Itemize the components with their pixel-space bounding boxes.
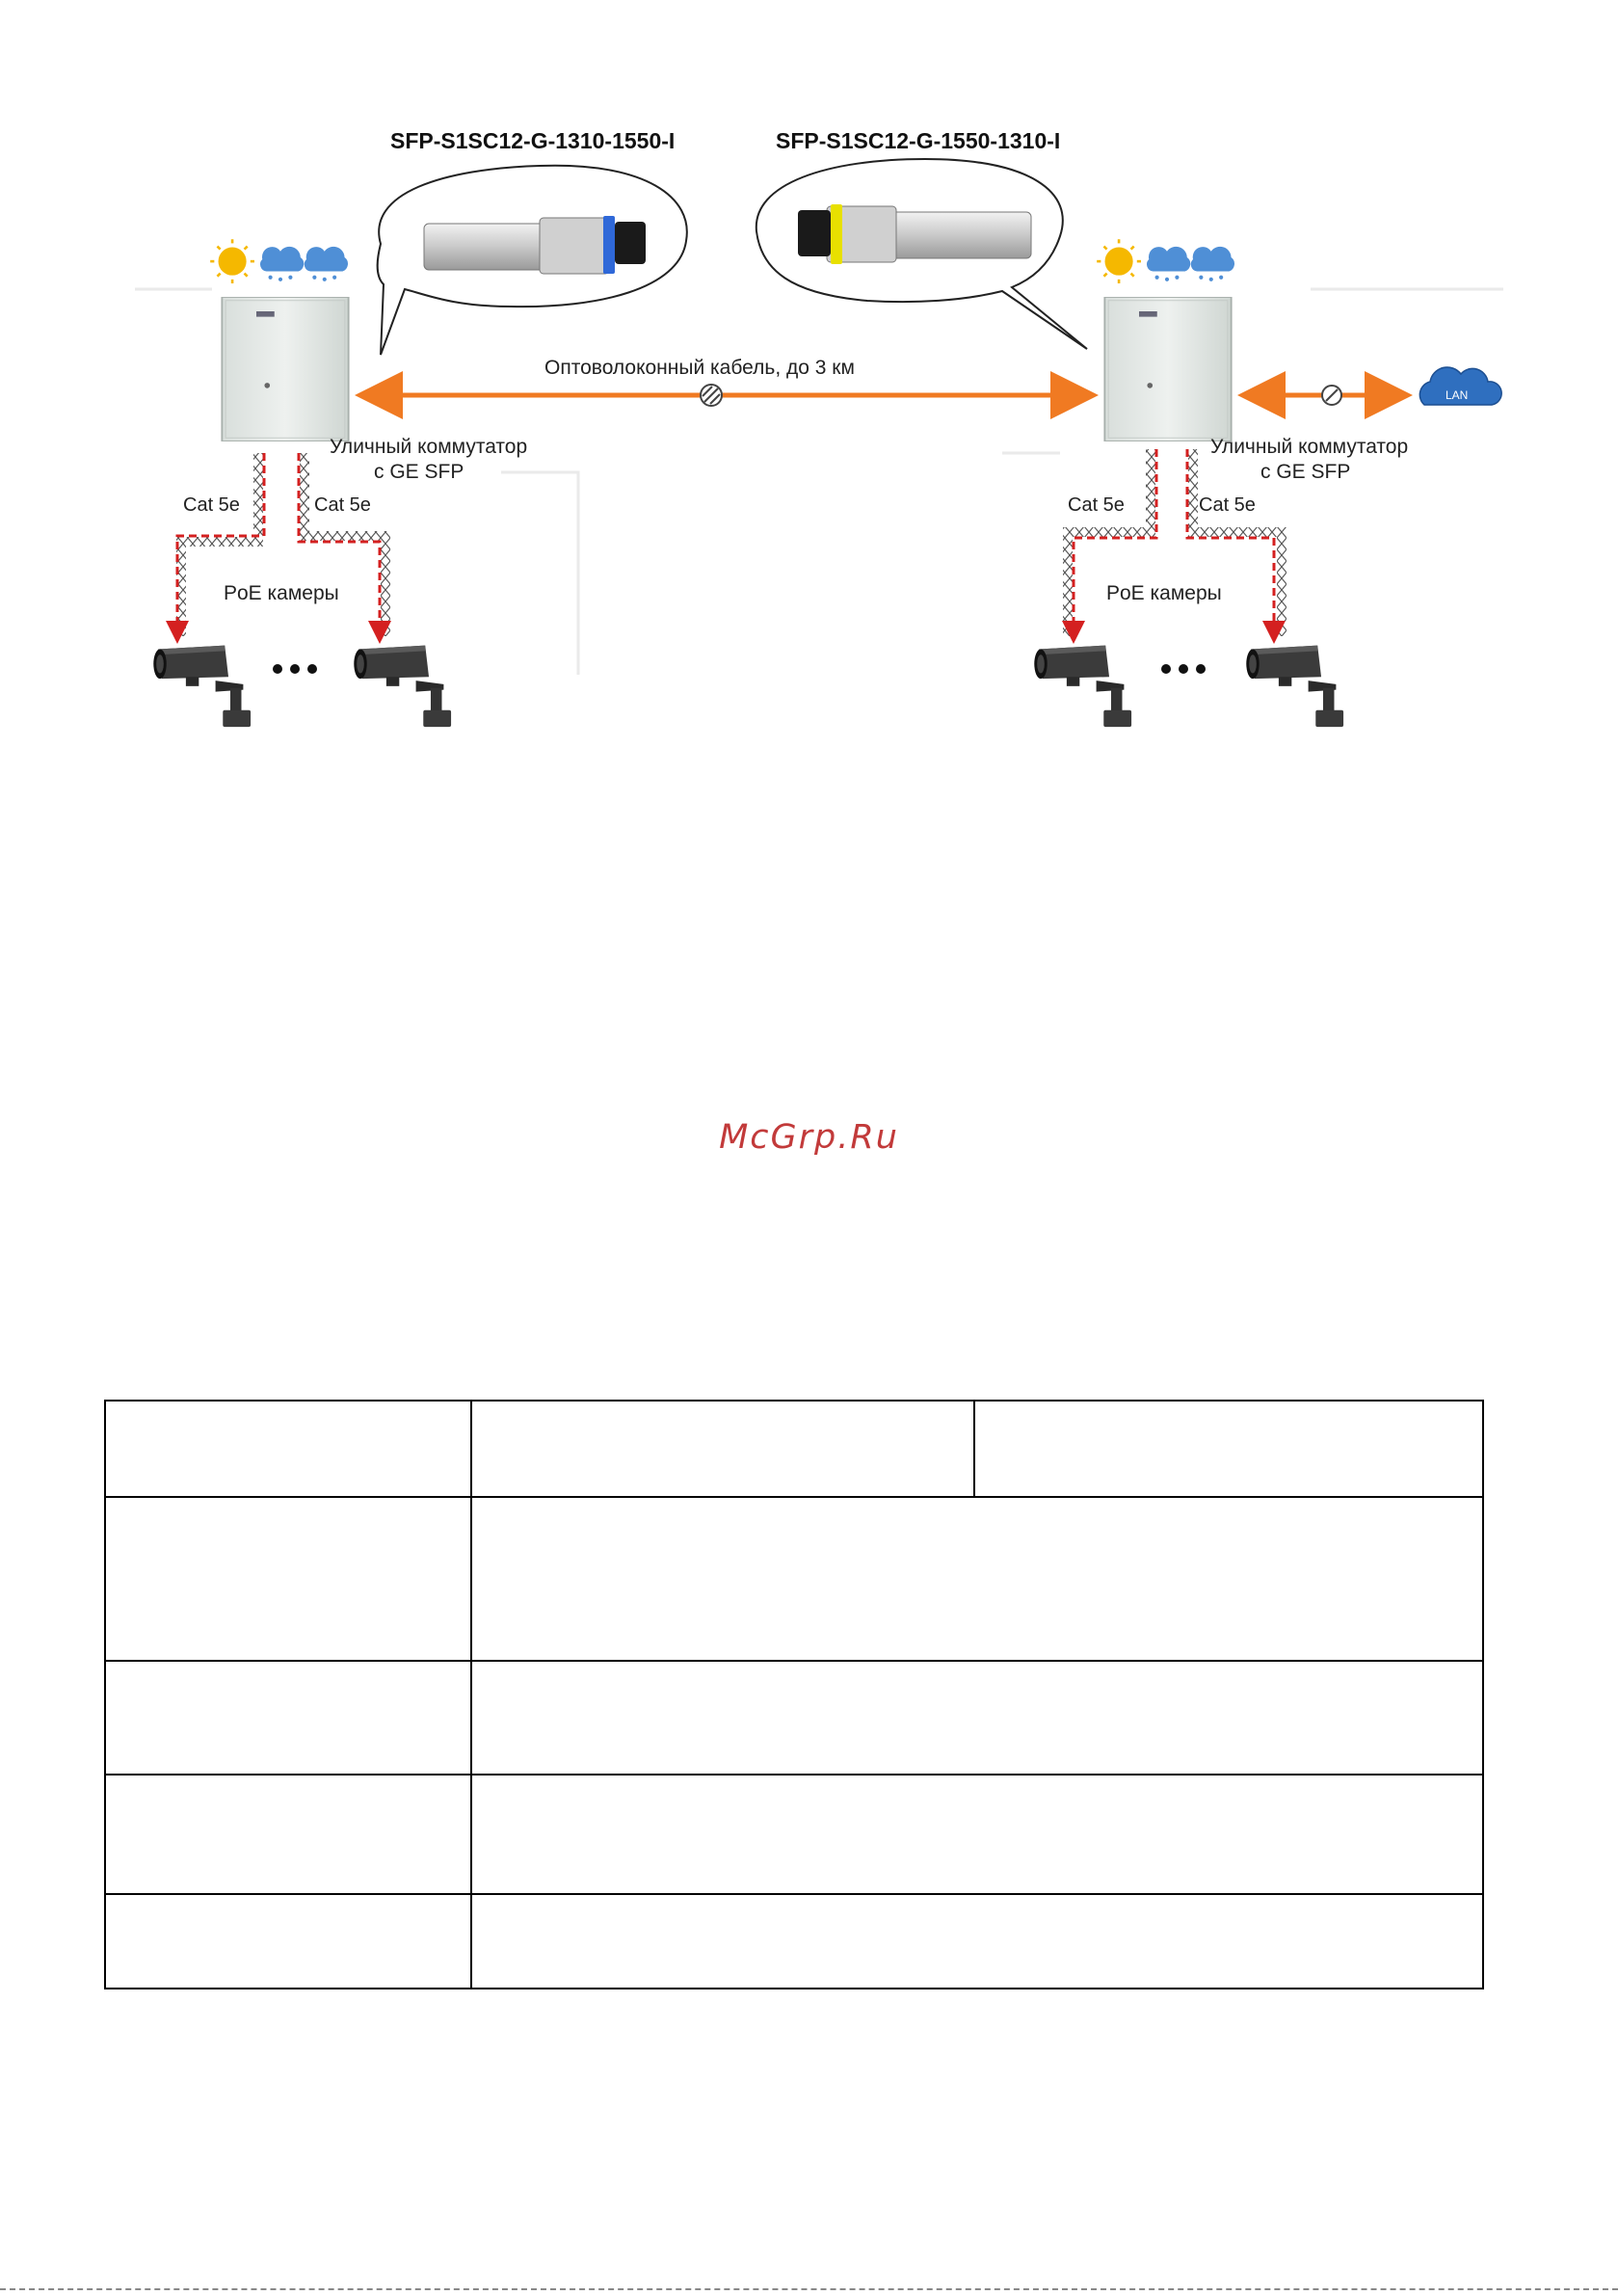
cameras-right-label: PoE камеры [1106,582,1222,604]
switch-right-label-line1: Уличный коммутатор [1210,436,1409,458]
cable-label-1: Cat 5e [183,494,240,516]
table-cell [974,1401,1483,1497]
table-row [105,1661,1483,1775]
sfp-bubble-left [378,166,687,355]
cable-label-4: Cat 5e [1199,494,1256,516]
camera-icon-left-1 [153,646,251,727]
table-cell [105,1661,471,1775]
sfp-module-right-icon [798,204,1031,264]
weather-icon-right [1097,239,1234,283]
switch-right-label-line2: с GE SFP [1260,461,1351,483]
network-diagram [0,0,1618,752]
table-row [105,1894,1483,1989]
table-cell [105,1775,471,1894]
table-cell [105,1497,471,1661]
sfp-bubble-right [756,159,1087,349]
lan-connector-icon [1322,386,1341,405]
spec-table [104,1400,1484,1989]
table-cell [471,1661,1483,1775]
fiber-connector-icon [701,385,722,406]
switch-box-left [222,297,348,441]
cable-label-2: Cat 5e [314,494,371,516]
sfp-module-left-icon [424,216,646,274]
weather-icon-left [210,239,348,283]
camera-icon-right-1 [1034,646,1131,727]
watermark: McGrp.Ru [719,1118,899,1157]
lan-label: LAN [1446,388,1469,402]
sfp-right-label: SFP-S1SC12-G-1550-1310-I [776,128,1061,153]
bottom-divider [0,2288,1618,2290]
table-row [105,1775,1483,1894]
cable-label-3: Cat 5e [1068,494,1125,516]
table-cell [471,1497,1483,1661]
table-cell [471,1401,974,1497]
cable-left-2 [299,453,385,638]
fiber-label: Оптоволоконный кабель, до 3 км [544,357,855,379]
more-cameras-right-icon [1161,664,1206,674]
table-cell [471,1894,1483,1989]
switch-left-label-line2: с GE SFP [374,461,464,483]
cable-left-1 [177,453,264,638]
table-cell [105,1894,471,1989]
cameras-left-label: PoE камеры [224,582,339,604]
more-cameras-left-icon [273,664,317,674]
camera-icon-left-2 [354,646,451,727]
table-row [105,1497,1483,1661]
switch-left-label-line1: Уличный коммутатор [330,436,528,458]
camera-icon-right-2 [1246,646,1343,727]
table-cell [105,1401,471,1497]
sfp-left-label: SFP-S1SC12-G-1310-1550-I [390,128,676,153]
cable-right-1 [1068,449,1156,638]
table-row [105,1401,1483,1497]
table-cell [471,1775,1483,1894]
switch-box-right [1104,297,1231,441]
